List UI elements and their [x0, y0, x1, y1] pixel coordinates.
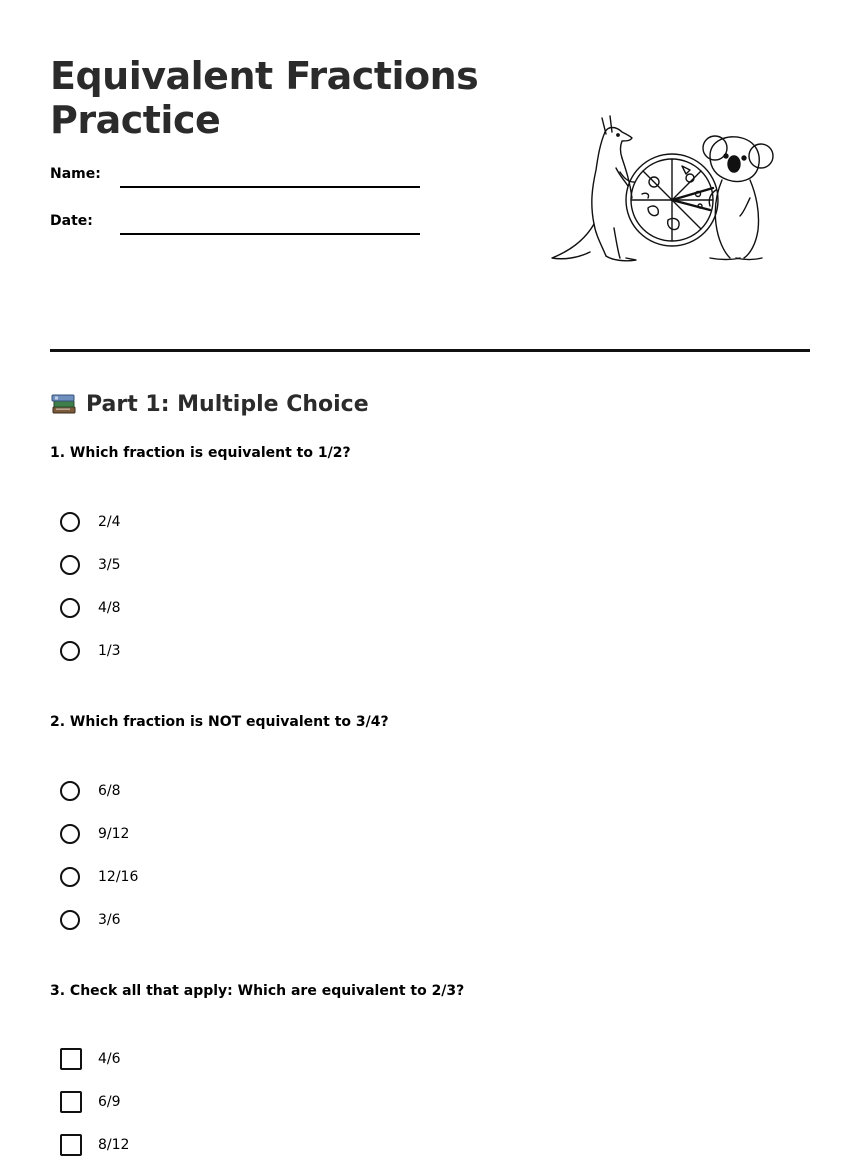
- name-line[interactable]: [120, 186, 420, 188]
- radio-button[interactable]: [60, 867, 80, 887]
- question-2: 2. Which fraction is NOT equivalent to 3/4?: [50, 714, 389, 730]
- section-heading: [50, 388, 369, 420]
- section-title-text: Part 1: Multiple Choice: [86, 391, 369, 417]
- kangaroo-koala-pizza-illustration: [550, 108, 780, 268]
- option-label: 1/3: [98, 643, 121, 659]
- radio-button[interactable]: [60, 598, 80, 618]
- radio-button[interactable]: [60, 641, 80, 661]
- q2-option-b[interactable]: [60, 822, 130, 846]
- checkbox[interactable]: [60, 1048, 82, 1070]
- date-field[interactable]: [50, 211, 420, 235]
- q1-option-b[interactable]: [60, 553, 121, 577]
- option-label: 3/5: [98, 557, 121, 573]
- books-icon: [50, 390, 78, 418]
- option-label: 4/6: [98, 1051, 121, 1067]
- option-label: 8/12: [98, 1137, 130, 1153]
- option-label: 3/6: [98, 912, 121, 928]
- q3-option-a[interactable]: [60, 1047, 121, 1071]
- q3-option-c[interactable]: [60, 1133, 130, 1157]
- radio-button[interactable]: [60, 824, 80, 844]
- q2-option-d[interactable]: [60, 908, 121, 932]
- kangaroo-figure: [552, 116, 636, 261]
- date-line[interactable]: [120, 233, 420, 235]
- option-label: 9/12: [98, 826, 130, 842]
- q1-option-a[interactable]: [60, 510, 121, 534]
- name-field[interactable]: [50, 164, 420, 188]
- title-line-2: Practice: [50, 98, 221, 142]
- option-label: 2/4: [98, 514, 121, 530]
- q3-option-b[interactable]: [60, 1090, 121, 1114]
- page-title: [50, 54, 530, 142]
- radio-button[interactable]: [60, 781, 80, 801]
- q1-option-d[interactable]: [60, 639, 121, 663]
- date-label: Date:: [50, 213, 93, 229]
- radio-button[interactable]: [60, 555, 80, 575]
- radio-button[interactable]: [60, 910, 80, 930]
- name-label: Name:: [50, 166, 101, 182]
- q1-option-c[interactable]: [60, 596, 121, 620]
- radio-button[interactable]: [60, 512, 80, 532]
- q2-option-c[interactable]: [60, 865, 139, 889]
- section-divider: [50, 349, 810, 352]
- option-label: 6/8: [98, 783, 121, 799]
- option-label: 6/9: [98, 1094, 121, 1110]
- pizza-figure: [626, 154, 718, 246]
- checkbox[interactable]: [60, 1091, 82, 1113]
- q2-option-a[interactable]: [60, 779, 121, 803]
- title-line-1: Equivalent Fractions: [50, 54, 479, 98]
- option-label: 12/16: [98, 869, 139, 885]
- checkbox[interactable]: [60, 1134, 82, 1156]
- question-3: 3. Check all that apply: Which are equivalent to 2/3?: [50, 983, 465, 999]
- option-label: 4/8: [98, 600, 121, 616]
- question-1: 1. Which fraction is equivalent to 1/2?: [50, 445, 351, 461]
